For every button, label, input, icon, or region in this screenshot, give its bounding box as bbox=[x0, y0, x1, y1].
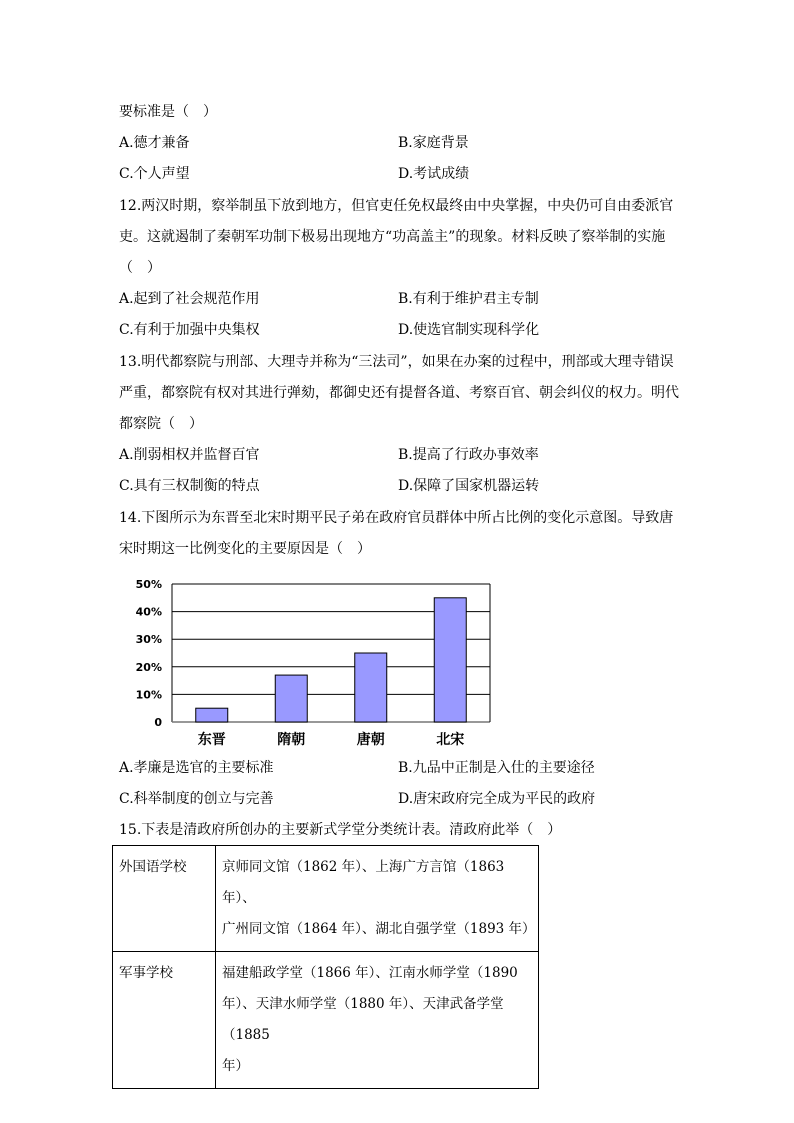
table-cell-line: 年）、天津水师学堂（1880 年）、天津武备学堂（1885 bbox=[222, 996, 504, 1043]
y-tick-label: 20% bbox=[135, 660, 162, 674]
q13-stem-line-1: 13.明代都察院与刑部、大理寺并称为“三法司”，如果在办案的过程中，刑部或大理寺错误 bbox=[119, 354, 674, 370]
bar-chart bbox=[130, 570, 510, 750]
q12-stem-line-1: 12.两汉时期，察举制虽下放到地方，但官吏任免权最终由中央掌握，中央仍可自由委派官 bbox=[119, 198, 674, 214]
bar bbox=[434, 598, 466, 722]
table-cell-line: 福建船政学堂（1866 年）、江南水师学堂（1890 bbox=[222, 965, 518, 981]
q12-stem-line-3: （ ） bbox=[119, 260, 161, 276]
bar bbox=[355, 653, 387, 722]
q12-option-c: C.有利于加强中央集权 bbox=[119, 322, 260, 338]
q12-option-b: B.有利于维护君主专制 bbox=[398, 291, 539, 307]
q14-stem-line-2: 宋时期这一比例变化的主要原因是（ ） bbox=[119, 541, 371, 557]
q12-stem-line-2: 吏。这就遏制了秦朝军功制下极易出现地方“功高盖主”的现象。材料反映了察举制的实施 bbox=[119, 229, 666, 245]
q13-stem-line-3: 都察院（ ） bbox=[119, 416, 203, 432]
table-cell-line: 广州同文馆（1864 年）、湖北自强学堂（1893 年） bbox=[222, 921, 536, 937]
table-cell-line: 京师同文馆（1862 年）、上海广方言馆（1863 年）、 bbox=[222, 859, 505, 906]
q11-option-b: B.家庭背景 bbox=[398, 135, 469, 151]
q13-option-d: D.保障了国家机器运转 bbox=[398, 478, 540, 494]
q14-option-b: B.九品中正制是入仕的主要途径 bbox=[398, 760, 595, 776]
q11-option-a: A.德才兼备 bbox=[119, 135, 190, 151]
y-tick-label: 40% bbox=[135, 605, 162, 619]
q11-stem: 要标准是（ ） bbox=[119, 104, 217, 120]
q14-stem-line-1: 14.下图所示为东晋至北宋时期平民子弟在政府官员群体中所占比例的变化示意图。导致唐 bbox=[119, 510, 674, 526]
table-content-cell bbox=[216, 952, 539, 1089]
table-category-cell: 军事学校 bbox=[113, 952, 216, 1089]
q13-stem-line-2: 严重，都察院有权对其进行弹劾，都御史还有提督各道、考察百官、朝会纠仪的权力。明代 bbox=[119, 385, 679, 401]
x-tick-label: 北宋 bbox=[436, 732, 465, 748]
y-tick-label: 30% bbox=[135, 633, 162, 647]
y-tick-label: 50% bbox=[135, 578, 162, 591]
q14-option-c: C.科举制度的创立与完善 bbox=[119, 791, 274, 807]
table-row bbox=[113, 952, 539, 1089]
q15-stem: 15.下表是清政府所创办的主要新式学堂分类统计表。清政府此举（ ） bbox=[119, 822, 562, 838]
q11-option-c: C.个人声望 bbox=[119, 166, 190, 182]
q13-option-b: B.提高了行政办事效率 bbox=[398, 447, 539, 463]
y-tick-label: 0 bbox=[154, 716, 162, 729]
x-tick-label: 东晋 bbox=[197, 732, 226, 748]
q14-option-d: D.唐宋政府完全成为平民的政府 bbox=[398, 791, 596, 807]
q12-option-a: A.起到了社会规范作用 bbox=[119, 291, 260, 307]
schools-table bbox=[112, 845, 539, 1089]
q13-option-c: C.具有三权制衡的特点 bbox=[119, 478, 260, 494]
x-tick-label: 隋朝 bbox=[277, 732, 306, 748]
table-category-cell: 外国语学校 bbox=[113, 846, 216, 952]
q14-option-a: A.孝廉是选官的主要标准 bbox=[119, 760, 274, 776]
y-tick-label: 10% bbox=[135, 688, 162, 702]
bar bbox=[275, 675, 307, 722]
q13-option-a: A.削弱相权并监督百官 bbox=[119, 447, 260, 463]
q11-option-d: D.考试成绩 bbox=[398, 166, 470, 182]
table-row bbox=[113, 846, 539, 952]
q12-option-d: D.使选官制实现科学化 bbox=[398, 322, 540, 338]
table-cell-line: 年） bbox=[222, 1058, 249, 1074]
bar bbox=[196, 708, 228, 722]
table-content-cell bbox=[216, 846, 539, 952]
x-tick-label: 唐朝 bbox=[356, 732, 385, 748]
